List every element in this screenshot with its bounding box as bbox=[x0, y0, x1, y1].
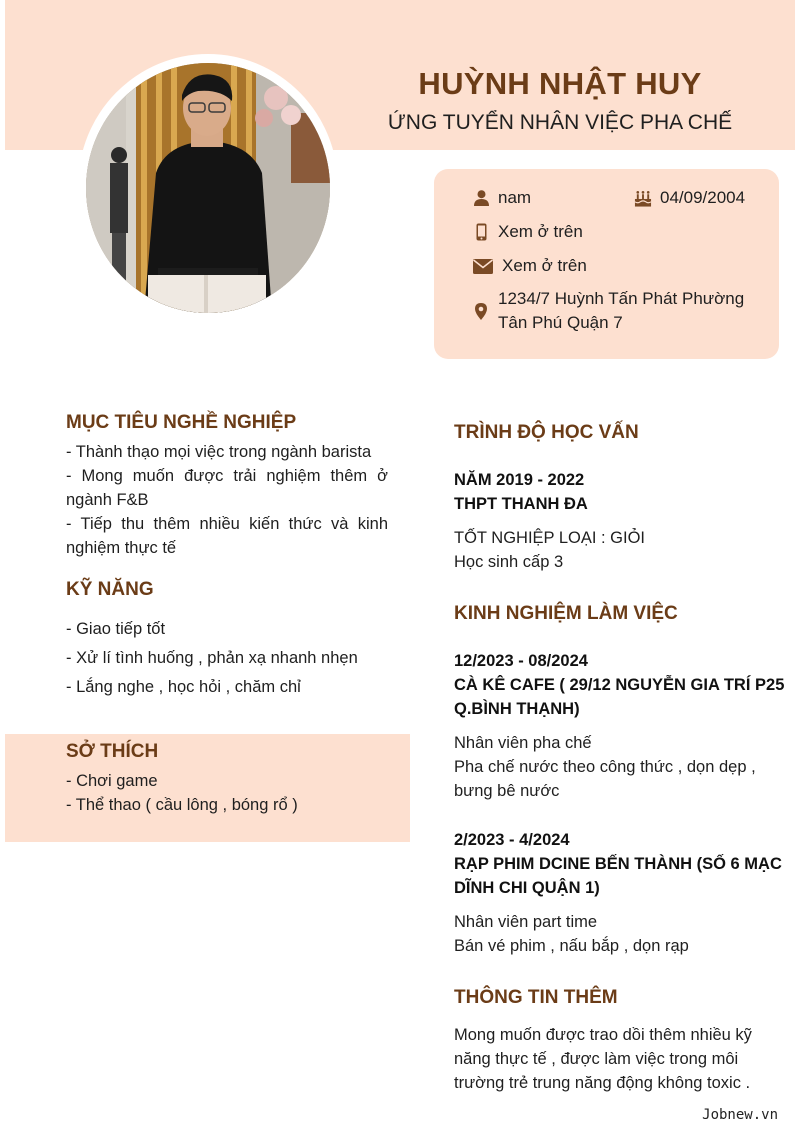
additional-info-title: THÔNG TIN THÊM bbox=[454, 987, 618, 1008]
footer-watermark: Jobnew.vn bbox=[702, 1107, 778, 1123]
job-company-line-2: Q.BÌNH THẠNH) bbox=[454, 700, 580, 718]
contact-gender bbox=[472, 188, 531, 208]
address-line-2: Tân Phú Quận 7 bbox=[498, 313, 623, 332]
education-period: NĂM 2019 - 2022 bbox=[454, 471, 585, 489]
experience-title: KINH NGHIỆM LÀM VIỆC bbox=[454, 603, 678, 624]
skill-item: - Lắng nghe , học hỏi , chăm chỉ bbox=[66, 678, 301, 696]
job-period: 12/2023 - 08/2024 bbox=[454, 652, 588, 670]
job-company-line-1: CÀ KÊ CAFE ( 29/12 NGUYỄN GIA TRÍ P25 bbox=[454, 676, 785, 694]
mobile-phone-icon bbox=[472, 223, 490, 241]
job-desc-line-1: Pha chế nước theo công thức , dọn dẹp , bbox=[454, 758, 756, 776]
skill-item: - Xử lí tình huống , phản xạ nhanh nhẹn bbox=[66, 649, 358, 667]
job-role: Nhân viên pha chế bbox=[454, 734, 592, 752]
job-company-line-1: RẠP PHIM DCINE BẾN THÀNH (SỐ 6 MẠC bbox=[454, 855, 782, 873]
map-marker-icon bbox=[472, 302, 490, 320]
education-grade: TỐT NGHIỆP LOẠI : GIỎI bbox=[454, 529, 646, 547]
job-role: Nhân viên part time bbox=[454, 913, 598, 931]
additional-line-3: trường trẻ trung năng động không toxic . bbox=[454, 1074, 751, 1092]
contact-email bbox=[472, 256, 587, 276]
education-school: THPT THANH ĐA bbox=[454, 495, 588, 513]
additional-line-2: năng thực tế , được làm việc trong môi bbox=[454, 1050, 739, 1068]
birthday-cake-icon bbox=[634, 189, 652, 207]
hobby-item: - Thể thao ( cầu lông , bóng rổ ) bbox=[66, 796, 298, 814]
phone-value: Xem ở trên bbox=[498, 222, 583, 241]
contact-card bbox=[434, 169, 779, 359]
additional-line-1: Mong muốn được trao dồi thêm nhiều kỹ bbox=[454, 1026, 752, 1044]
gender-value: nam bbox=[498, 188, 532, 207]
avatar bbox=[86, 63, 330, 313]
objective-line-3: - Tiếp thu thêm nhiều kiến thức và kinh nghiệm thực tế bbox=[66, 515, 388, 557]
avatar-photo bbox=[86, 63, 330, 313]
candidate-name: HUỲNH NHẬT HUY bbox=[418, 66, 702, 101]
objective-title: MỤC TIÊU NGHỀ NGHIỆP bbox=[66, 412, 297, 433]
envelope-icon bbox=[472, 257, 494, 275]
birthday-value: 04/09/2004 bbox=[660, 188, 746, 207]
hobby-item: - Chơi game bbox=[66, 772, 158, 790]
education-title: TRÌNH ĐỘ HỌC VẤN bbox=[454, 422, 639, 443]
skill-item: - Giao tiếp tốt bbox=[66, 620, 166, 638]
email-value: Xem ở trên bbox=[502, 256, 587, 275]
job-desc-line-1: Bán vé phim , nấu bắp , dọn rạp bbox=[454, 937, 689, 955]
hobbies-title: SỞ THÍCH bbox=[66, 741, 159, 762]
education-level: Học sinh cấp 3 bbox=[454, 553, 564, 571]
contact-birthday bbox=[634, 188, 745, 208]
address-line-1: 1234/7 Huỳnh Tấn Phát Phường bbox=[498, 289, 745, 308]
skills-title: KỸ NĂNG bbox=[66, 579, 154, 600]
contact-phone bbox=[472, 222, 583, 242]
contact-address bbox=[472, 287, 744, 335]
job-company-line-2: DĨNH CHI QUẬN 1) bbox=[454, 879, 600, 897]
job-desc-line-2: bưng bê nước bbox=[454, 782, 560, 800]
job-period: 2/2023 - 4/2024 bbox=[454, 831, 570, 849]
job-title: ỨNG TUYỂN NHÂN VIỆC PHA CHẾ bbox=[387, 111, 733, 134]
objective-line-1: - Thành thạo mọi việc trong ngành barista bbox=[66, 443, 372, 461]
objective-line-2: - Mong muốn được trải nghiệm thêm ở ngành F&B bbox=[66, 467, 388, 509]
user-icon bbox=[472, 189, 490, 207]
